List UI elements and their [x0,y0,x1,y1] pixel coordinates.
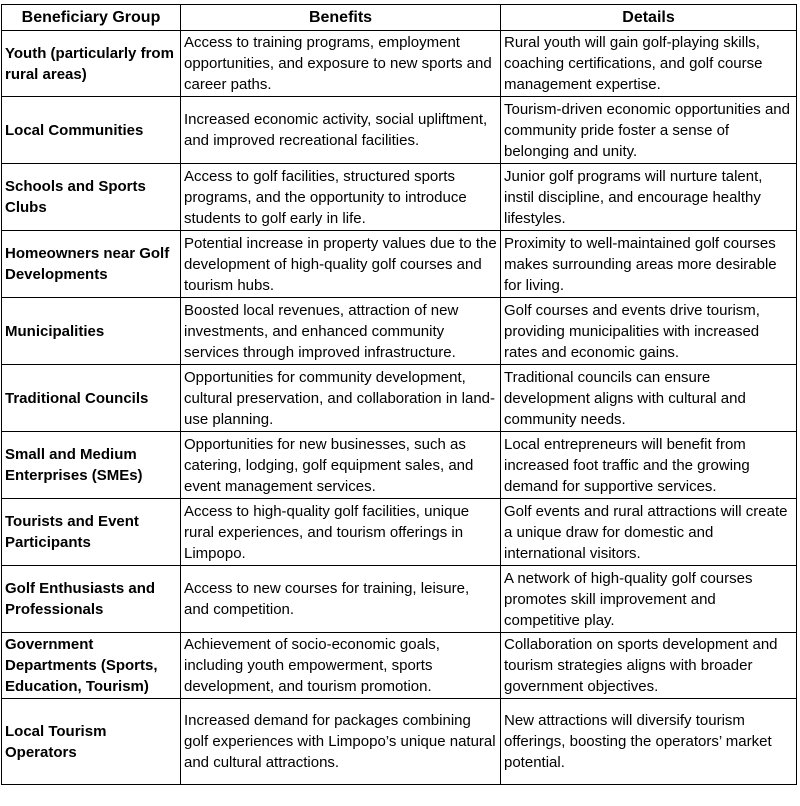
beneficiary-group-cell: Traditional Councils [2,365,181,432]
header-details: Details [501,5,797,31]
benefits-cell: Access to training programs, employment opportunities, and exposure to new sports and career paths. [181,31,501,97]
benefits-cell: Access to golf facilities, structured sports programs, and the opportunity to introduce students to golf early in life. [181,164,501,231]
details-cell: Golf courses and events drive tourism, providing municipalities with increased rates and economic gains. [501,298,797,365]
benefits-cell: Access to new courses for training, leisure, and competition. [181,566,501,633]
beneficiary-group-cell: Local Communities [2,97,181,164]
header-benefits: Benefits [181,5,501,31]
benefits-cell: Opportunities for community development, cultural preservation, and collaboration in land-use planning. [181,365,501,432]
table-row [2,298,797,365]
benefits-cell: Access to high-quality golf facilities, unique rural experiences, and tourism offerings in Limpopo. [181,499,501,566]
table-row [2,432,797,499]
table-row [2,699,797,785]
table-row [2,231,797,298]
beneficiary-group-cell: Golf Enthusiasts and Professionals [2,566,181,633]
header-beneficiary-group: Beneficiary Group [2,5,181,31]
beneficiary-group-cell: Tourists and Event Participants [2,499,181,566]
benefits-cell: Potential increase in property values due to the development of high-quality golf courses and tourism hubs. [181,231,501,298]
table-row [2,164,797,231]
details-cell: Proximity to well-maintained golf courses makes surrounding areas more desirable for living. [501,231,797,298]
details-cell: Collaboration on sports development and tourism strategies aligns with broader government objectives. [501,633,797,699]
beneficiary-group-cell: Schools and Sports Clubs [2,164,181,231]
beneficiary-group-cell: Youth (particularly from rural areas) [2,31,181,97]
benefits-cell: Boosted local revenues, attraction of new investments, and enhanced community services through improved infrastructure. [181,298,501,365]
details-cell: A network of high-quality golf courses promotes skill improvement and competitive play. [501,566,797,633]
table-header-row [2,5,797,31]
table-row [2,499,797,566]
benefits-cell: Increased demand for packages combining golf experiences with Limpopo’s unique natural and cultural attractions. [181,699,501,785]
benefits-cell: Opportunities for new businesses, such as catering, lodging, golf equipment sales, and event management services. [181,432,501,499]
table-row [2,566,797,633]
details-cell: Local entrepreneurs will benefit from increased foot traffic and the growing demand for supportive services. [501,432,797,499]
details-cell: Golf events and rural attractions will create a unique draw for domestic and international visitors. [501,499,797,566]
details-cell: Junior golf programs will nurture talent, instil discipline, and encourage healthy lifestyles. [501,164,797,231]
benefits-cell: Increased economic activity, social upliftment, and improved recreational facilities. [181,97,501,164]
details-cell: Rural youth will gain golf-playing skills, coaching certifications, and golf course management expertise. [501,31,797,97]
table-row [2,97,797,164]
beneficiary-group-cell: Small and Medium Enterprises (SMEs) [2,432,181,499]
beneficiary-table [1,4,797,785]
details-cell: New attractions will diversify tourism offerings, boosting the operators’ market potential. [501,699,797,785]
benefits-cell: Achievement of socio-economic goals, including youth empowerment, sports development, and tourism promotion. [181,633,501,699]
beneficiary-group-cell: Government Departments (Sports, Education, Tourism) [2,633,181,699]
details-cell: Traditional councils can ensure development aligns with cultural and community needs. [501,365,797,432]
table-row [2,31,797,97]
beneficiary-group-cell: Homeowners near Golf Developments [2,231,181,298]
beneficiary-group-cell: Local Tourism Operators [2,699,181,785]
table-row [2,633,797,699]
beneficiary-group-cell: Municipalities [2,298,181,365]
details-cell: Tourism-driven economic opportunities and community pride foster a sense of belonging and unity. [501,97,797,164]
table-row [2,365,797,432]
